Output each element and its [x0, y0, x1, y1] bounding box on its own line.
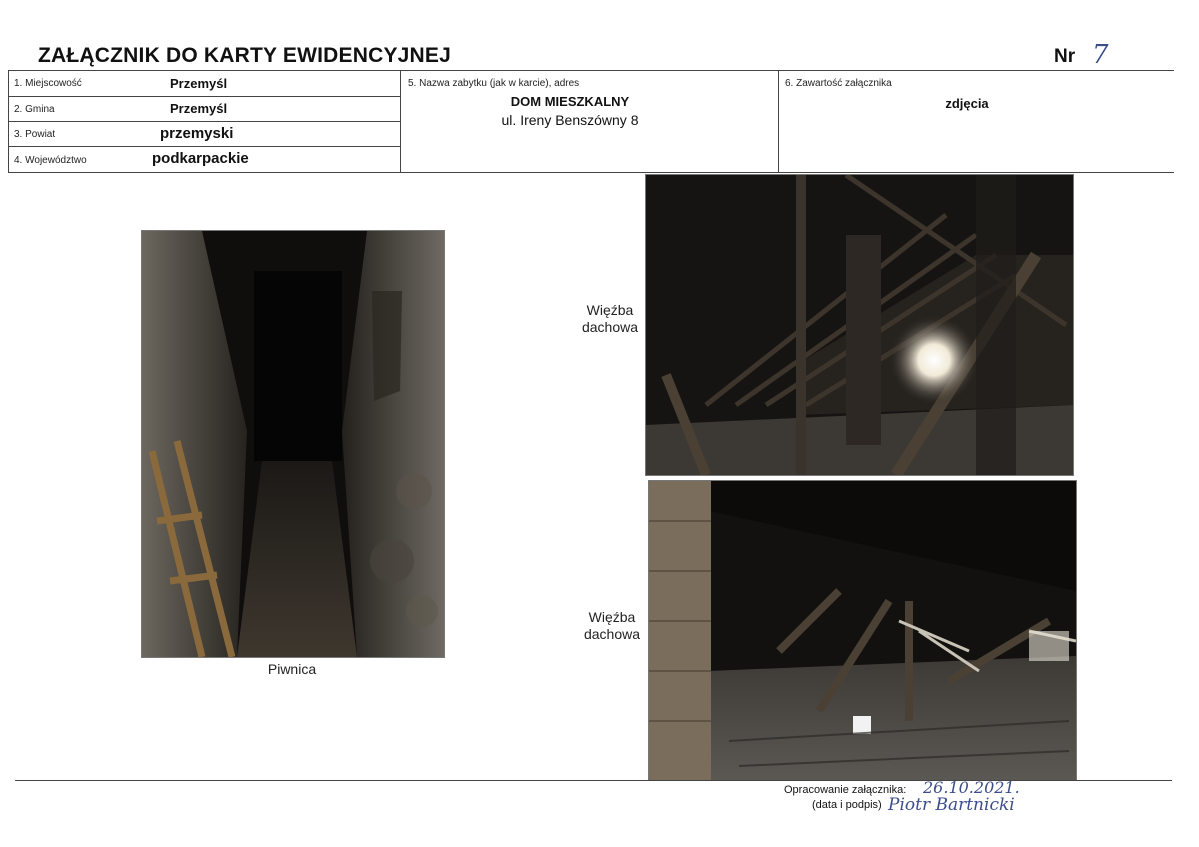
roof-truss-caption-top-line2: dachowa	[581, 319, 639, 335]
roof-truss-caption-bottom-line2: dachowa	[583, 626, 641, 642]
powiat-label: 3. Powiat	[14, 129, 56, 140]
nazwa-label: 5. Nazwa zabytku (jak w karcie), adres	[408, 78, 580, 89]
roof-truss-photo-top	[645, 174, 1074, 476]
column-divider-left-edge	[8, 70, 9, 172]
row-divider-1	[8, 96, 400, 97]
row-divider-3	[8, 146, 400, 147]
prepared-label: Opracowanie załącznika:	[784, 784, 907, 796]
miejscowosc-value: Przemyśl	[170, 76, 228, 91]
wojewodztwo-value: podkarpackie	[152, 150, 249, 167]
monument-address: ul. Ireny Benszówny 8	[501, 112, 639, 128]
monument-name: DOM MIESZKALNY	[510, 94, 630, 109]
row-divider-2	[8, 121, 400, 122]
zawartosc-value: zdjęcia	[945, 96, 989, 111]
wojewodztwo-label: 4. Województwo	[14, 155, 87, 166]
zawartosc-label: 6. Zawartość załącznika	[785, 78, 892, 89]
roof-truss-photo-bottom	[648, 480, 1077, 781]
cellar-photo	[141, 230, 445, 658]
cellar-caption: Piwnica	[267, 661, 317, 677]
roof-truss-caption-top-line1: Więźba	[586, 302, 634, 318]
date-signature-label: (data i podpis)	[812, 799, 882, 811]
roof-truss-caption-top	[570, 302, 650, 336]
form-bottom-border	[8, 172, 1174, 173]
gmina-label: 2. Gmina	[14, 104, 55, 115]
gmina-value: Przemyśl	[170, 101, 228, 116]
signature: Piotr Bartnicki	[888, 795, 1015, 815]
form-top-border	[8, 70, 1174, 71]
number-label: Nr	[1054, 46, 1076, 67]
miejscowosc-label: 1. Miejscowość	[14, 78, 82, 89]
roof-truss-caption-bottom	[572, 609, 652, 643]
number-value: 7	[1092, 40, 1109, 70]
document-title: ZAŁĄCZNIK DO KARTY EWIDENCYJNEJ	[38, 44, 452, 67]
roof-truss-caption-bottom-line1: Więźba	[588, 609, 636, 625]
prepared-date: 26.10.2021.	[923, 778, 1020, 797]
powiat-value: przemyski	[160, 125, 234, 142]
column-divider-2	[778, 70, 779, 172]
